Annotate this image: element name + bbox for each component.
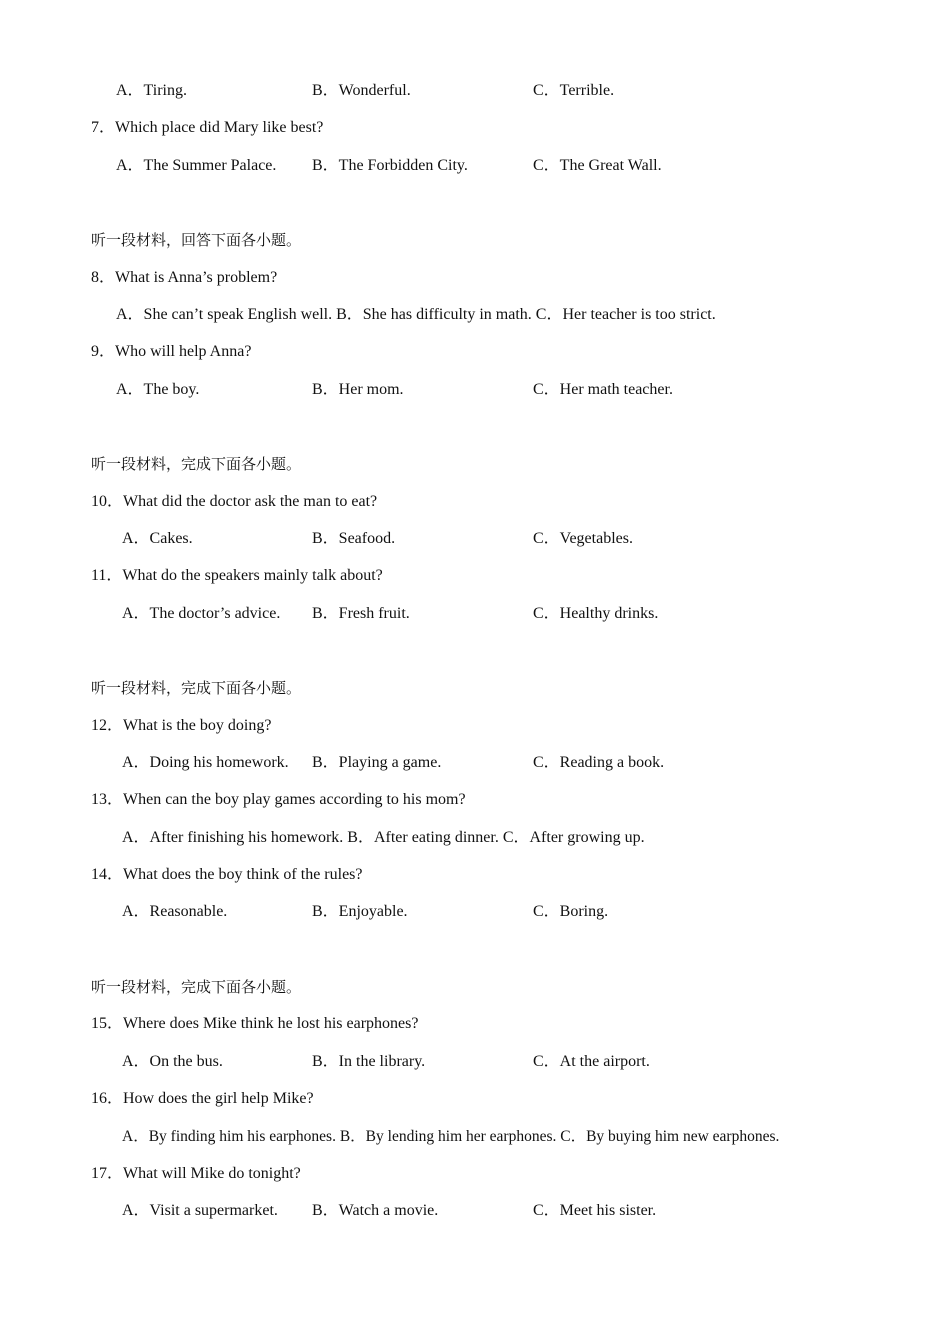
q10-option-a: A．Cakes. xyxy=(122,530,193,547)
q14-option-b: B．Enjoyable. xyxy=(312,903,408,920)
q7-stem: 7．Which place did Mary like best? xyxy=(91,119,324,136)
section-instruction: 听一段材料，完成下面各小题。 xyxy=(91,455,302,473)
q13-options: A．After finishing his homework. B．After eating dinner. C．After growing up. xyxy=(122,829,645,846)
q15-option-c: C．At the airport. xyxy=(533,1053,650,1070)
q12-option-c: C．Reading a book. xyxy=(533,754,665,771)
section-instruction: 听一段材料，完成下面各小题。 xyxy=(91,679,302,697)
q9-option-c: C．Her math teacher. xyxy=(533,381,673,398)
q17-option-c: C．Meet his sister. xyxy=(533,1202,657,1219)
q6-option-b: B．Wonderful. xyxy=(312,82,411,99)
q13-stem: 13．When can the boy play games according to his mom? xyxy=(91,791,466,808)
q16-stem: 16．How does the girl help Mike? xyxy=(91,1090,314,1107)
q6-option-a: A．Tiring. xyxy=(116,82,187,99)
q7-option-a: A．The Summer Palace. xyxy=(116,157,277,174)
q14-stem: 14．What does the boy think of the rules? xyxy=(91,866,363,883)
q8-stem: 8．What is Anna’s problem? xyxy=(91,269,278,286)
q14-option-a: A．Reasonable. xyxy=(122,903,228,920)
q12-option-b: B．Playing a game. xyxy=(312,754,442,771)
q10-option-b: B．Seafood. xyxy=(312,530,396,547)
q12-option-a: A．Doing his homework. xyxy=(122,754,289,771)
q17-stem: 17．What will Mike do tonight? xyxy=(91,1165,301,1182)
q17-option-b: B．Watch a movie. xyxy=(312,1202,439,1219)
q11-stem: 11．What do the speakers mainly talk about? xyxy=(91,567,383,584)
section-instruction: 听一段材料，完成下面各小题。 xyxy=(91,978,302,996)
q11-option-b: B．Fresh fruit. xyxy=(312,605,410,622)
q9-option-a: A．The boy. xyxy=(116,381,200,398)
q9-option-b: B．Her mom. xyxy=(312,381,404,398)
q9-stem: 9．Who will help Anna? xyxy=(91,343,252,360)
q10-option-c: C．Vegetables. xyxy=(533,530,633,547)
q10-stem: 10．What did the doctor ask the man to eat? xyxy=(91,493,378,510)
q6-option-c: C．Terrible. xyxy=(533,82,615,99)
q11-option-c: C．Healthy drinks. xyxy=(533,605,659,622)
q17-option-a: A．Visit a supermarket. xyxy=(122,1202,278,1219)
q11-option-a: A．The doctor’s advice. xyxy=(122,605,281,622)
q15-option-b: B．In the library. xyxy=(312,1053,426,1070)
q15-stem: 15．Where does Mike think he lost his earphones? xyxy=(91,1015,419,1032)
q7-option-c: C．The Great Wall. xyxy=(533,157,662,174)
q7-option-b: B．The Forbidden City. xyxy=(312,157,468,174)
section-instruction: 听一段材料，回答下面各小题。 xyxy=(91,231,302,249)
q14-option-c: C．Boring. xyxy=(533,903,609,920)
q15-option-a: A．On the bus. xyxy=(122,1053,223,1070)
q16-options: A．By finding him his earphones. B．By lending him her earphones. C．By buying him new earphones. xyxy=(122,1128,780,1145)
q12-stem: 12．What is the boy doing? xyxy=(91,717,272,734)
q8-options: A．She can’t speak English well. B．She has difficulty in math. C．Her teacher is too strict. xyxy=(116,306,716,323)
